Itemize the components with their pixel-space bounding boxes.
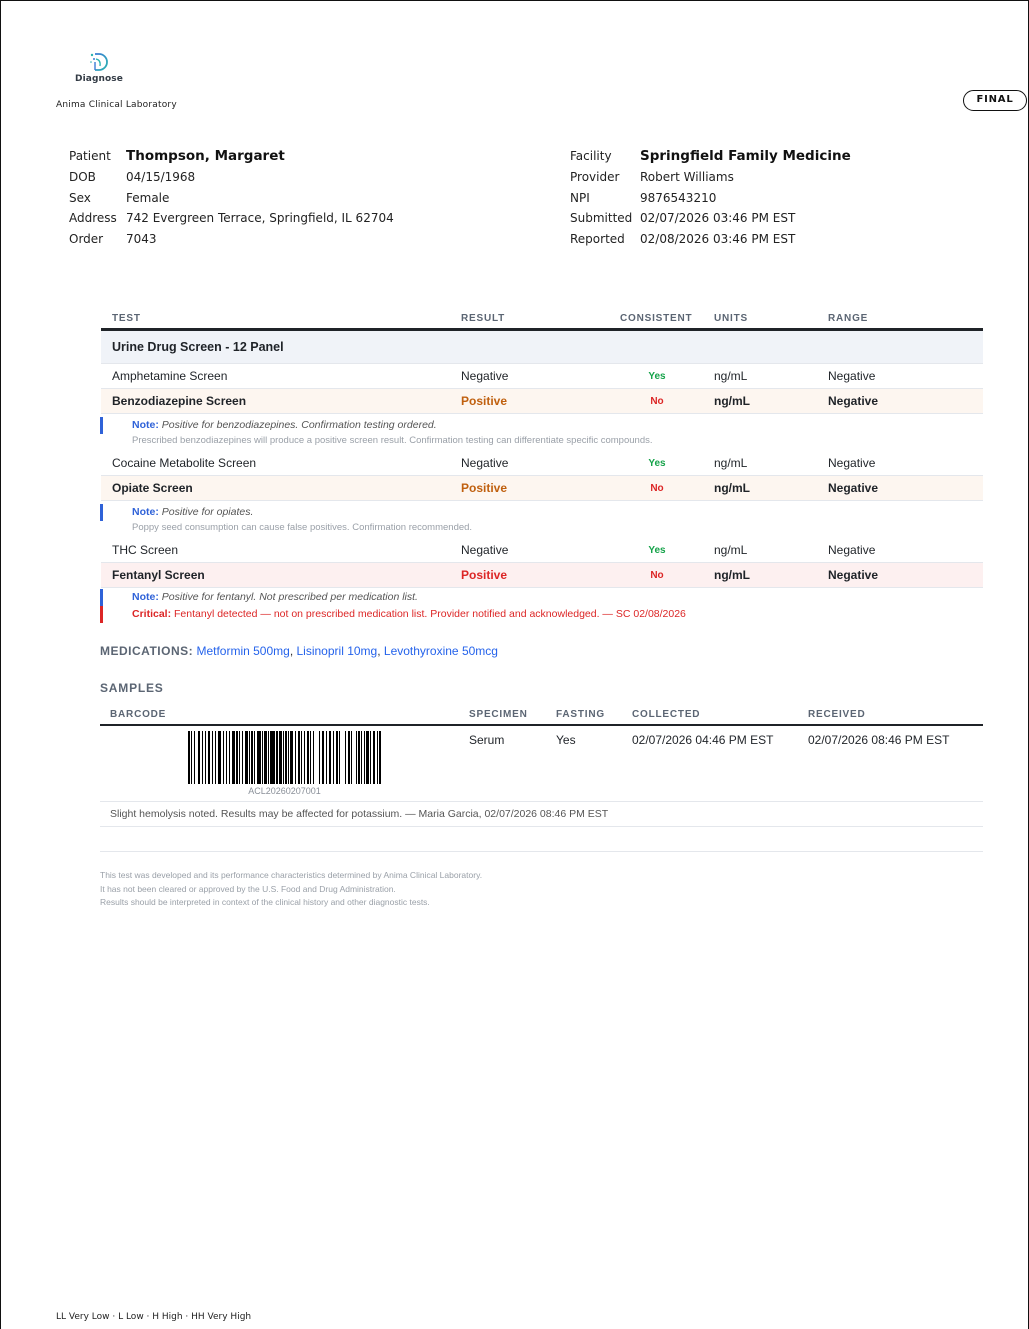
- provider-value: Robert Williams: [640, 170, 734, 185]
- barcode-icon: [188, 731, 381, 784]
- sex-row: [69, 187, 394, 208]
- npi-row: [570, 187, 851, 208]
- received-value: 02/07/2026 08:46 PM EST: [808, 733, 950, 747]
- table-row-critical: [101, 563, 983, 588]
- consistent-value: Yes: [648, 370, 666, 382]
- sample-row: [100, 726, 983, 802]
- facility-row: [570, 146, 851, 167]
- panel-title: Urine Drug Screen - 12 Panel: [101, 331, 983, 364]
- note-subtext: Prescribed benzodiazepines will produce a positive screen result. Confirmation testing can differentiate specific compounds.: [132, 435, 653, 446]
- medication-separator: ,: [377, 644, 384, 658]
- result-note: [101, 501, 983, 538]
- barcode-number: ACL20260207001: [248, 786, 321, 796]
- samples-header: [100, 705, 983, 726]
- results-header: [101, 309, 983, 331]
- test-result: Negative: [461, 369, 509, 383]
- note-line: [132, 589, 983, 605]
- consistent-value: No: [650, 395, 664, 407]
- flag-legend: LL Very Low · L Low · H High · HH Very High: [56, 1312, 252, 1322]
- collected-value: 02/07/2026 04:46 PM EST: [632, 733, 774, 747]
- col-header-range: RANGE: [828, 313, 869, 324]
- table-row: [101, 476, 983, 501]
- disclaimer-line: This test was developed and its performance characteristics determined by Anima Clinical Laboratory.: [100, 870, 483, 880]
- result-note: [101, 588, 983, 622]
- dob-label: DOB: [69, 170, 96, 185]
- reported-row: [570, 229, 851, 250]
- patient-label: Patient: [69, 149, 111, 164]
- note-text: Positive for benzodiazepines. Confirmation testing ordered.: [161, 419, 437, 431]
- patient-name: Thompson, Margaret: [126, 148, 285, 165]
- disclaimer-line: It has not been cleared or approved by the U.S. Food and Drug Administration.: [100, 884, 396, 894]
- test-units: ng/mL: [714, 369, 748, 383]
- dob-value: 04/15/1968: [126, 170, 196, 185]
- test-name: Cocaine Metabolite Screen: [112, 456, 257, 470]
- divider: [100, 851, 983, 852]
- sample-note: Slight hemolysis noted. Results may be affected for potassium. — Maria Garcia, 02/07/2026 08:46 PM EST: [100, 802, 983, 827]
- note-subtext: Poppy seed consumption can cause false positives. Confirmation recommended.: [132, 522, 473, 533]
- address-row: [69, 208, 394, 229]
- submitted-row: [570, 208, 851, 229]
- test-range: Negative: [828, 568, 879, 582]
- col-header-units: UNITS: [714, 313, 748, 324]
- specimen-value: Serum: [469, 733, 505, 747]
- test-result: Negative: [461, 456, 509, 470]
- samples-title: SAMPLES: [100, 681, 164, 695]
- facility-info: [570, 146, 851, 249]
- results-table: [101, 309, 983, 622]
- patient-info: [69, 146, 394, 249]
- table-row: [101, 451, 983, 476]
- test-name: Fentanyl Screen: [112, 568, 205, 582]
- order-value: 7043: [126, 232, 157, 247]
- note-label: Note:: [132, 591, 159, 603]
- test-result: Positive: [461, 568, 508, 582]
- critical-label: Critical:: [132, 608, 172, 620]
- consistent-value: Yes: [648, 457, 666, 469]
- table-row: [101, 364, 983, 389]
- diagnose-logo-icon: [88, 51, 110, 73]
- disclaimer-line: Results should be interpreted in context of the clinical history and other diagnostic tests.: [100, 897, 430, 907]
- critical-line: [132, 606, 983, 622]
- submitted-value: 02/07/2026 03:46 PM EST: [640, 211, 796, 226]
- test-range: Negative: [828, 369, 876, 383]
- consistent-value: No: [650, 482, 664, 494]
- order-row: [69, 229, 394, 250]
- col-header-fasting: FASTING: [556, 709, 605, 720]
- report-status-badge: FINAL: [963, 90, 1027, 111]
- sex-value: Female: [126, 190, 170, 205]
- test-name: Opiate Screen: [112, 481, 193, 495]
- note-text: Positive for fentanyl. Not prescribed per medication list.: [161, 591, 418, 603]
- table-row: [101, 389, 983, 414]
- logo-text: Diagnose: [75, 74, 123, 84]
- provider-row: [570, 167, 851, 188]
- test-units: ng/mL: [714, 456, 748, 470]
- col-header-test: TEST: [112, 313, 141, 324]
- test-units: ng/mL: [714, 394, 750, 408]
- note-label: Note:: [132, 506, 159, 518]
- provider-label: Provider: [570, 170, 620, 185]
- test-result: Positive: [461, 481, 508, 495]
- logo: [73, 51, 125, 84]
- samples-table: [100, 705, 983, 827]
- address-label: Address: [69, 211, 117, 226]
- submitted-label: Submitted: [570, 211, 633, 226]
- lab-name: Anima Clinical Laboratory: [56, 100, 177, 110]
- critical-text: Fentanyl detected — not on prescribed medication list. Provider notified and acknowledged. — SC 02/08/2026: [174, 608, 686, 620]
- col-header-result: RESULT: [461, 313, 506, 324]
- medication-link[interactable]: Lisinopril 10mg: [296, 644, 378, 658]
- test-units: ng/mL: [714, 568, 750, 582]
- test-result: Positive: [461, 394, 508, 408]
- col-header-consistent: CONSISTENT: [620, 313, 693, 324]
- address-value: 742 Evergreen Terrace, Springfield, IL 62704: [126, 211, 394, 226]
- col-header-received: RECEIVED: [808, 709, 866, 720]
- npi-label: NPI: [570, 190, 590, 205]
- barcode-cell: [100, 726, 469, 801]
- note-line: [132, 417, 983, 433]
- consistent-value: No: [650, 569, 664, 581]
- medication-link[interactable]: Metformin 500mg: [196, 644, 290, 658]
- col-header-collected: COLLECTED: [632, 709, 701, 720]
- note-label: Note:: [132, 419, 159, 431]
- medications: [100, 644, 498, 658]
- order-label: Order: [69, 232, 104, 247]
- test-units: ng/mL: [714, 543, 748, 557]
- medication-separator: ,: [289, 644, 297, 658]
- test-range: Negative: [828, 543, 876, 557]
- test-range: Negative: [828, 394, 879, 408]
- facility-name: Springfield Family Medicine: [640, 148, 851, 165]
- test-name: Amphetamine Screen: [112, 369, 228, 383]
- sex-label: Sex: [69, 190, 91, 205]
- test-range: Negative: [828, 481, 879, 495]
- fasting-value: Yes: [556, 733, 576, 747]
- test-range: Negative: [828, 456, 876, 470]
- facility-label: Facility: [570, 149, 612, 164]
- medication-link[interactable]: Levothyroxine 50mcg: [383, 644, 498, 658]
- test-result: Negative: [461, 543, 509, 557]
- result-note: [101, 414, 983, 451]
- test-units: ng/mL: [714, 481, 750, 495]
- reported-label: Reported: [570, 232, 625, 247]
- col-header-barcode: BARCODE: [110, 709, 167, 720]
- disclaimer: [100, 868, 482, 909]
- note-text: Positive for opiates.: [161, 506, 254, 518]
- dob-row: [69, 167, 394, 188]
- table-row: [101, 538, 983, 563]
- patient-row: [69, 146, 394, 167]
- test-name: Benzodiazepine Screen: [112, 394, 247, 408]
- medications-label: MEDICATIONS:: [100, 644, 194, 658]
- col-header-specimen: SPECIMEN: [469, 709, 528, 720]
- test-name: THC Screen: [112, 543, 179, 557]
- reported-value: 02/08/2026 03:46 PM EST: [640, 232, 796, 247]
- note-line: [132, 504, 983, 520]
- consistent-value: Yes: [648, 544, 666, 556]
- npi-value: 9876543210: [640, 190, 717, 205]
